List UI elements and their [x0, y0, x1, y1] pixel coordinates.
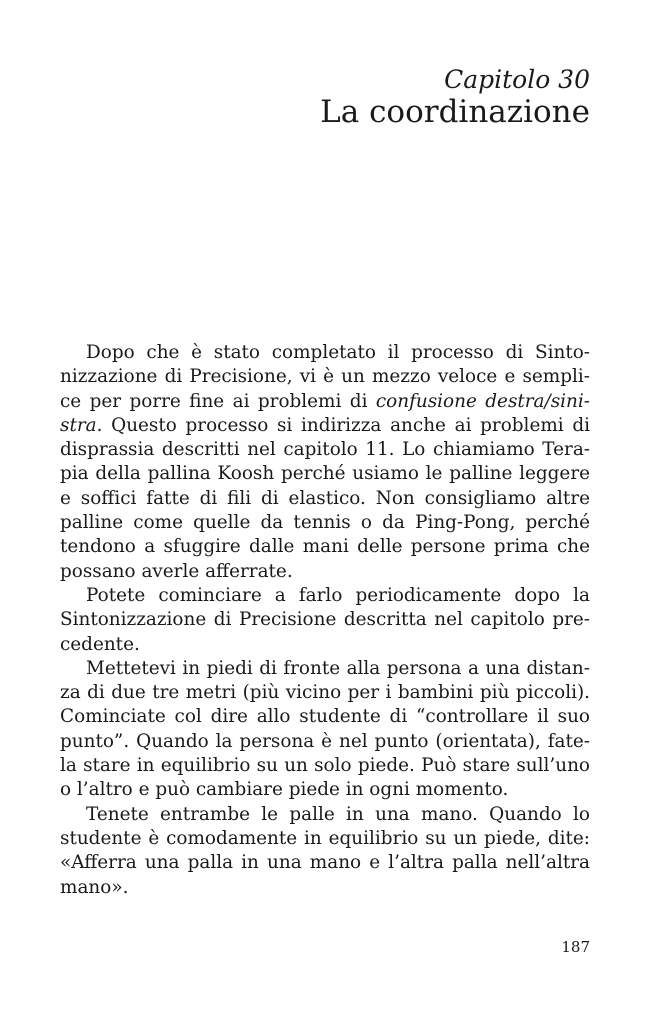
chapter-label: Capitolo 30 [444, 65, 590, 94]
paragraph-1-emphasis: confusione destra/sinistra [60, 390, 590, 436]
paragraph-1-text-b: . Questo processo si indirizza anche ai problemi di disprassia descritti nel capitolo 11. Lo chiamiamo Terapia della pallina Koosh perché usiamo le palline leggere e soffici fatte di fili di elastico. Non consigliamo altre palline come quelle da tennis o da Ping-Pong, perché tendono a sfuggire dalle mani delle persone prima che possano averle afferrate. [60, 414, 590, 582]
page-number: 187 [561, 938, 590, 956]
body-text [60, 341, 590, 900]
paragraph-4: Tenete entrambe le palle in una mano. Quando lo studente è comodamente in equilibrio su un piede, dite: «Afferra una palla in una mano e l’altra palla nell’altra mano». [60, 803, 590, 898]
paragraph-1 [60, 341, 590, 584]
chapter-title: La coordinazione [320, 94, 590, 130]
paragraph-1-text-a: Dopo che è stato completato il processo di Sintonizzazione di Precisione, vi è un mezzo veloce e semplice per porre fine ai problemi di [60, 342, 590, 412]
paragraph-3: Mettetevi in piedi di fronte alla persona a una distanza di due tre metri (più vicino per i bambini più piccoli). Cominciate col dire allo studente di “controllare il suo punto”. Quando la persona è nel punto (orientata), fatela stare in equilibrio su un solo piede. Può stare sull’uno o l’altro e può cambiare piede in ogni momento. [60, 657, 590, 801]
paragraph-2: Potete cominciare a farlo periodicamente dopo la Sintonizzazione di Precisione descritta nel capitolo precedente. [60, 584, 590, 655]
